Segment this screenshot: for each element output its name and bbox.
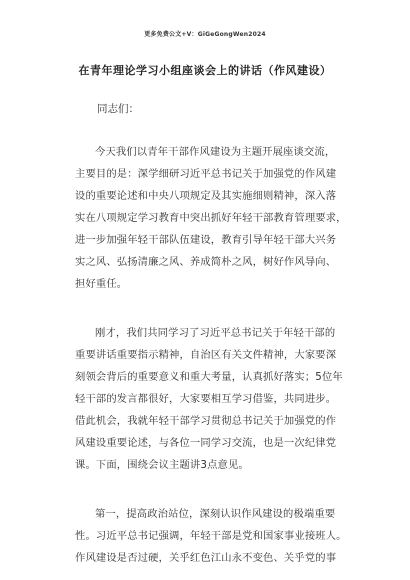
paragraph-line: 刚才，我们共同学习了习近平总书记关于年轻干部的 (95, 327, 336, 339)
salutation: 同志们： (97, 103, 139, 115)
paragraph-line: 刻领会背后的重要意义和重大考量，认真抓好落实；5位年 (75, 371, 343, 383)
paragraph-2 (75, 322, 345, 476)
paragraph-line: 实之风、弘扬清廉之风、养成简朴之风，树好作风导向、 (75, 256, 337, 268)
paragraph-line: 主要目的是：深学细研习近平总书记关于加强党的作风建 (75, 168, 337, 180)
paragraph-line: 性。习近平总书记强调，年轻干部是党和国家事业接班人。 (75, 530, 347, 542)
paragraph-line: 重要讲话重要指示精神，自治区有关文件精神，大家要深 (75, 349, 337, 361)
paragraph-line: 作风建设是否过硬，关乎红色江山永不变色、关乎党的事 (75, 552, 337, 564)
paragraph-line: 进一步加强年轻干部队伍建设，教育引导年轻干部大兴务 (75, 234, 337, 246)
paragraph-line: 担好重任。 (75, 278, 128, 290)
paragraph-line: 今天我们以青年干部作风建设为主题开展座谈交流， (95, 146, 336, 158)
document-title: 在青年理论学习小组座谈会上的讲话（作风建设） (78, 64, 332, 77)
paragraph-line: 借此机会，我就年轻干部学习贯彻总书记关于加强党的作 (75, 415, 337, 427)
paragraph-3 (75, 503, 345, 569)
paragraph-line: 第一，提高政治站位，深刻认识作风建设的极端重要 (95, 508, 336, 520)
paragraph-line: 风建设重要论述，与各位一同学习交流，也是一次纪律党 (75, 437, 337, 449)
paragraph-line: 设的重要论述和中央八项规定及其实施细则精神，深入落 (75, 190, 337, 202)
paragraph-line: 实在八项规定学习教育中突出抓好年轻干部教育管理要求， (75, 212, 347, 224)
paragraph-1 (75, 141, 345, 295)
header-note: 更多免费公文+V：GiGeGongWen2024 (144, 31, 266, 38)
paragraph-line: 课。下面，围绕会议主题讲3点意见。 (75, 459, 249, 471)
paragraph-line: 轻干部的发言都很好，大家要相互学习借鉴，共同进步。 (75, 393, 337, 405)
